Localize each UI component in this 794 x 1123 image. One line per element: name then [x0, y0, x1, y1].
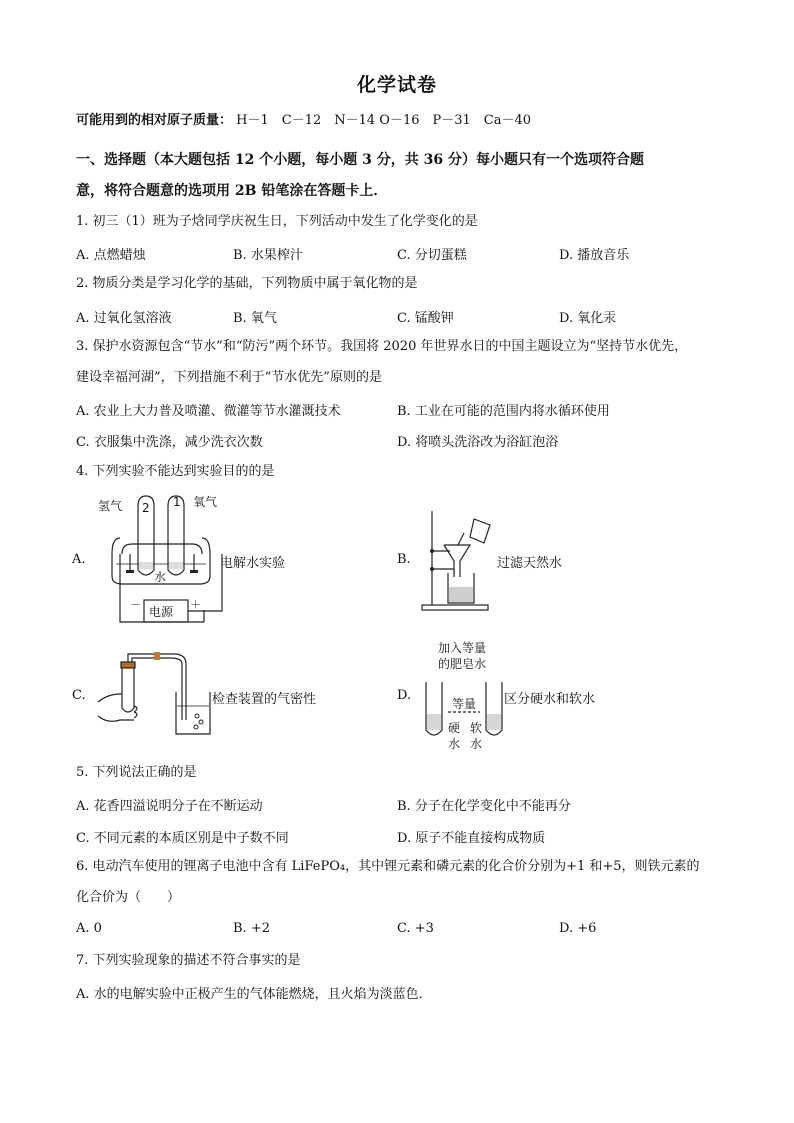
q6-option-a: A. 0 [76, 921, 102, 936]
q4-option-a-letter: A. [72, 552, 86, 567]
q1-option-b: B. 水果榨汁 [233, 248, 303, 263]
soap-label-line2: 的肥皂水 [438, 657, 487, 671]
q2-stem: 2. 物质分类是学习化学的基础，下列物质中属于氧化物的是 [76, 276, 418, 291]
plus-label: ＋ [190, 598, 201, 611]
soft-label-1: 软 [470, 721, 483, 735]
q2-option-a: A. 过氧化氢溶液 [76, 311, 172, 326]
q4-stem: 4. 下列实验不能达到实验目的的是 [76, 464, 275, 479]
airtightness-apparatus-figure [94, 650, 216, 740]
q3-stem-line1: 3. 保护水资源包含“节水”和“防污”两个环节。我国将 2020 年世界水日的中国主题设立为“坚持节水优先， [76, 339, 688, 354]
q7-option-a: A. 水的电解实验中正极产生的气体能燃烧，且火焰为淡蓝色． [76, 987, 432, 1002]
oxygen-label: 氧气 [193, 495, 218, 509]
tube-1-label: 1 [173, 495, 181, 509]
q7-stem: 7. 下列实验现象的描述不符合事实的是 [76, 953, 301, 968]
q2-option-d: D. 氧化汞 [559, 311, 617, 326]
filtration-apparatus-figure [418, 505, 498, 613]
q4-option-b-caption: 过滤天然水 [497, 556, 563, 571]
equal-label: 等量 [452, 697, 477, 711]
q5-option-c: C. 不同元素的本质区别是中子数不同 [76, 831, 289, 846]
soap-label-line1: 加入等量 [438, 641, 487, 655]
atomic-mass-values: H－1 C－12 N－14 O－16 P－31 Ca－40 [236, 113, 532, 128]
q4-option-c-letter: C. [72, 688, 86, 703]
hard-label-1: 硬 [448, 721, 461, 735]
q2-option-b: B. 氧气 [233, 311, 277, 326]
tube-2-label: 2 [142, 501, 150, 515]
q5-option-a: A. 花香四溢说明分子在不断运动 [76, 799, 263, 814]
q6-stem-line2: 化合价为（ ） [76, 890, 181, 905]
section1-line2: 意，将符合题意的选项用 2B 铅笔涂在答题卡上． [76, 183, 388, 199]
q6-stem-line1: 6. 电动汽车使用的锂离子电池中含有 LiFePO₄，其中锂元素和磷元素的化合价分别为+1 和+5，则铁元素的 [76, 859, 700, 874]
q3-stem-line2: 建设幸福河湖”，下列措施不利于“节水优先”原则的是 [76, 370, 382, 385]
q2-option-c: C. 锰酸钾 [397, 311, 454, 326]
q4-option-b-letter: B. [397, 552, 411, 567]
q3-option-d: D. 将喷头洗浴改为浴缸泡浴 [397, 435, 559, 450]
q5-option-b: B. 分子在化学变化中不能再分 [397, 799, 571, 814]
hard-soft-water-figure [418, 640, 518, 754]
hard-label-2: 水 [448, 737, 461, 751]
hydrogen-label: 氢气 [98, 499, 123, 513]
q4-option-c-caption: 检查装置的气密性 [212, 692, 317, 707]
q6-option-d: D. +6 [559, 921, 597, 936]
atomic-mass-label: 可能用到的相对原子质量： [76, 113, 233, 128]
q1-option-a: A. 点燃蜡烛 [76, 248, 146, 263]
q3-option-c: C. 衣服集中洗涤，减少洗衣次数 [76, 435, 263, 450]
power-label: 电源 [149, 605, 174, 619]
q3-option-b: B. 工业在可能的范围内将水循环使用 [397, 404, 610, 419]
section1-line1: 一、选择题（本大题包括 12 个小题，每小题 3 分，共 36 分）每小题只有一个选项符合题 [76, 152, 644, 168]
q5-option-d: D. 原子不能直接构成物质 [397, 831, 546, 846]
q5-stem: 5. 下列说法正确的是 [76, 765, 197, 780]
q4-option-d-letter: D. [397, 688, 412, 703]
q3-option-a: A. 农业上大力普及喷灌、微灌等节水灌溉技术 [76, 404, 341, 419]
atomic-mass-line [76, 112, 531, 130]
q1-stem: 1. 初三（1）班为子焓同学庆祝生日，下列活动中发生了化学变化的是 [76, 214, 478, 229]
q4-option-d-caption: 区分硬水和软水 [504, 692, 596, 707]
q6-option-c: C. +3 [397, 921, 434, 936]
water-label: 水 [154, 570, 167, 584]
page-title: 化学试卷 [356, 74, 437, 96]
minus-label: － [130, 598, 141, 611]
q4-option-a-caption: 电解水实验 [220, 556, 286, 571]
q1-option-d: D. 播放音乐 [559, 248, 630, 263]
soft-label-2: 水 [470, 737, 483, 751]
q6-option-b: B. +2 [233, 921, 270, 936]
electrolysis-apparatus-figure [92, 488, 322, 628]
q1-option-c: C. 分切蛋糕 [397, 248, 467, 263]
